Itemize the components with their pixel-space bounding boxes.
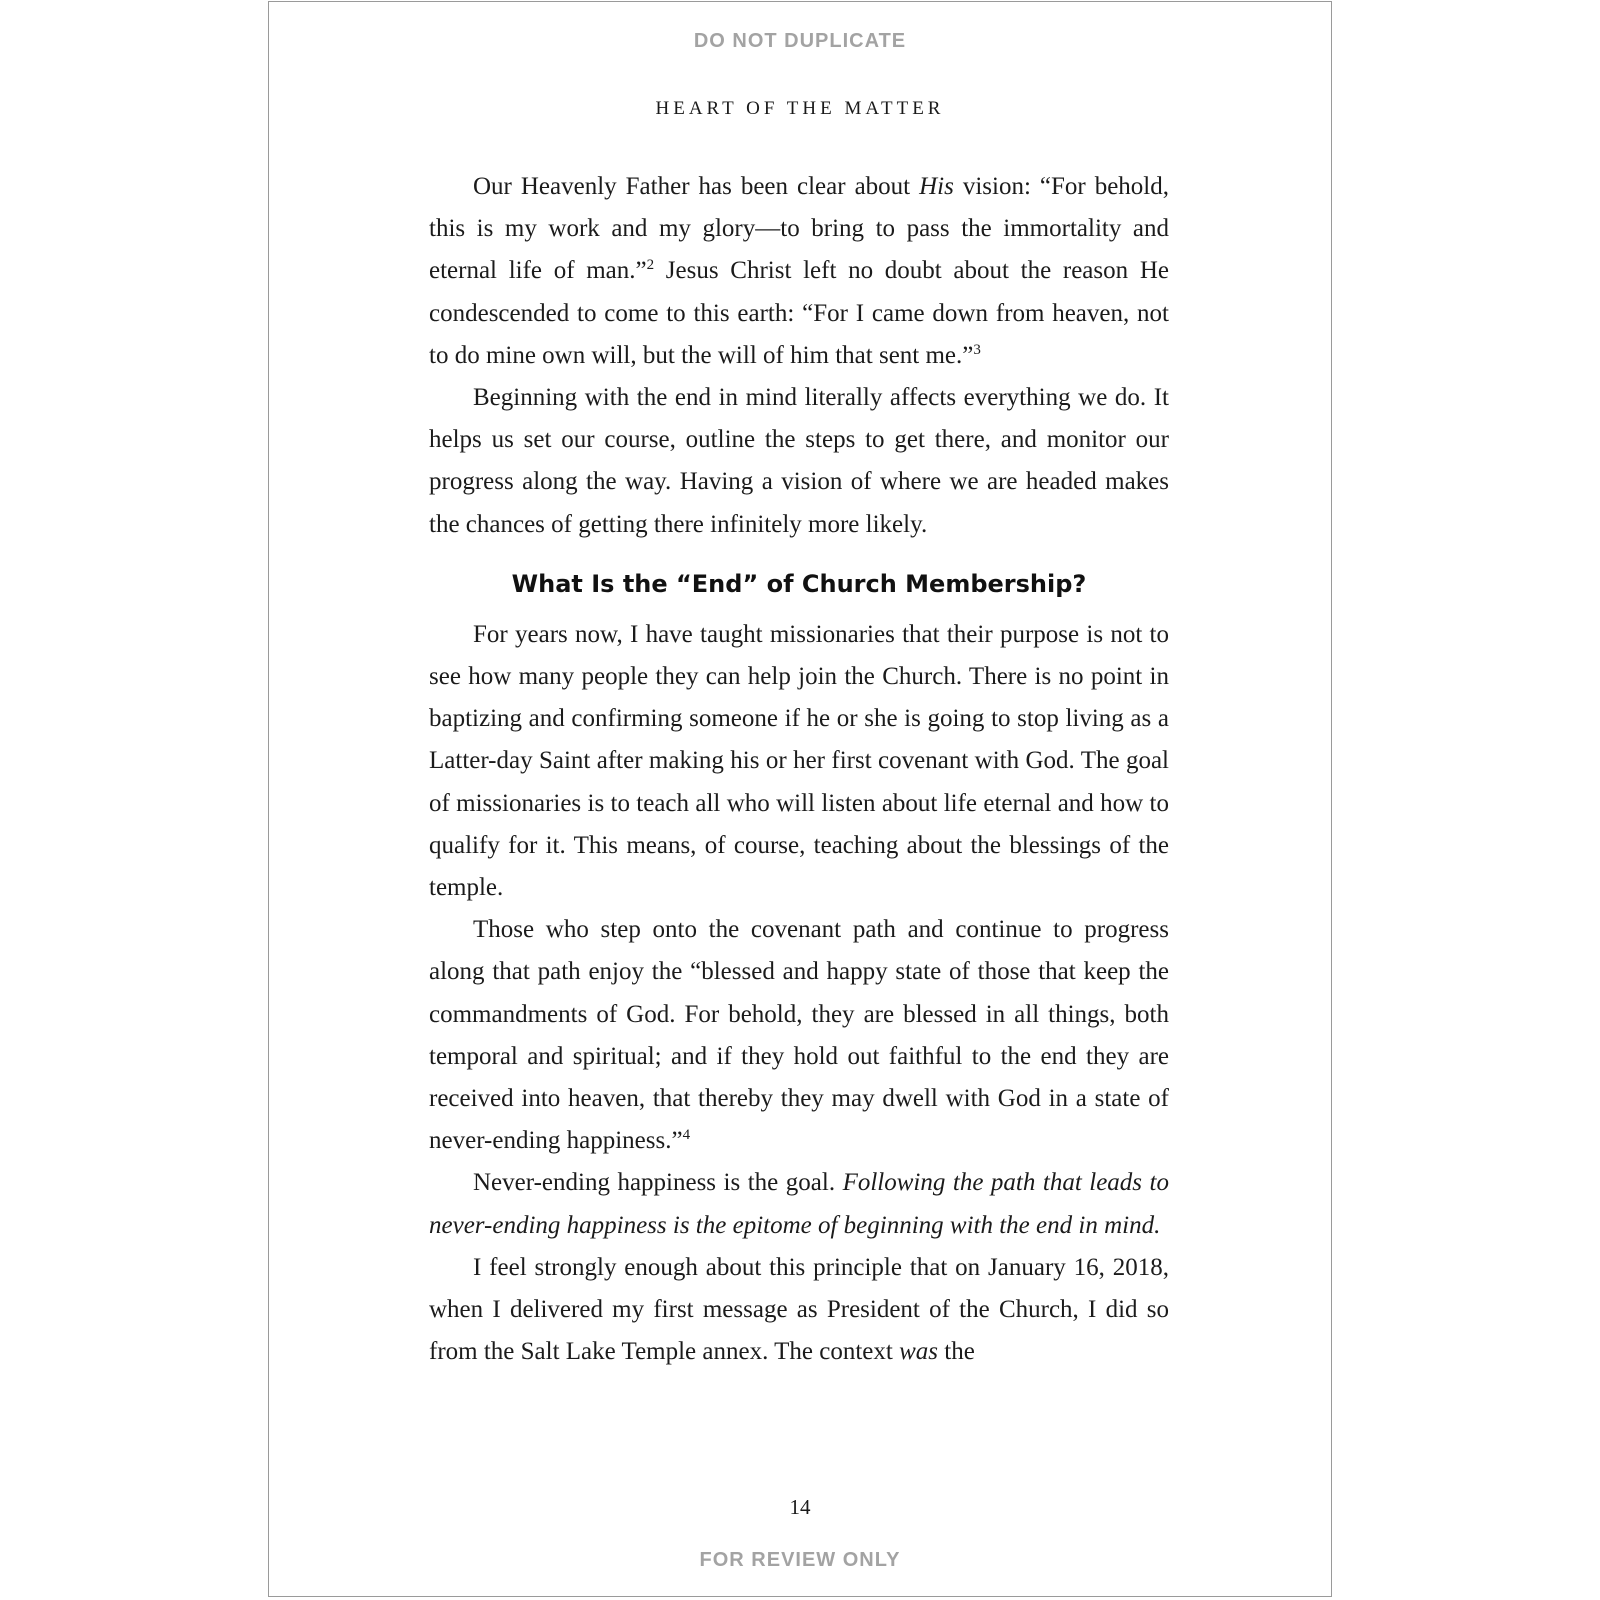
footnote-ref: 2 xyxy=(646,257,655,274)
paragraph: Never-ending happiness is the goal. Following the path that leads to never-ending happiness is the epitome of beginning with the end in mind. xyxy=(429,1169,1169,1239)
paragraph: Our Heavenly Father has been clear about His vision: “For behold, this is my work and my glory—to bring to pass the immortality and eternal life of man.”$^2$ Jesus Christ left no doubt about the reason He condescended to come to this earth: “For I came down from heaven, not to do mine own will, but the will of him that sent me.”$^3$ xyxy=(429,173,1170,369)
paragraph: Those who step onto the covenant path and continue to progress along that path enjoy the “blessed and happy state of those that keep the commandments of God. For behold, they are blessed in all things, both temporal and spiritual; and if they hold out faithful to the end they are received into heaven, that thereby they may dwell with God in a state of never-ending happiness.”$^4$ xyxy=(429,916,1169,1155)
footnote-ref: 4 xyxy=(682,1127,691,1144)
watermark-bottom: FOR REVIEW ONLY xyxy=(699,1549,901,1571)
paragraph: Beginning with the end in mind literally affects everything we do. It helps us set our course, outline the steps to get there, and monitor our progress along the way. Having a vision of where we are headed makes the chances of getting there infinitely more likely. xyxy=(429,384,1169,538)
body-text xyxy=(429,166,1169,1373)
watermark-top: DO NOT DUPLICATE xyxy=(693,30,907,52)
section-heading: What Is the “End” of Church Membership? xyxy=(511,569,1087,598)
running-head: HEART OF THE MATTER xyxy=(655,98,945,119)
paragraph: For years now, I have taught missionaries that their purpose is not to see how many people they can help join the Church. There is no point in baptizing and confirming someone if he or she is going to stop living as a Latter-day Saint after making his or her first covenant with God. The goal of missionaries is to teach all who will listen about life eternal and how to qualify for it. This means, of course, teaching about the blessings of the temple. xyxy=(429,620,1169,902)
page-number: 14 xyxy=(789,1495,811,1519)
paragraph: I feel strongly enough about this principle that on January 16, 2018, when I delivered my first message as President of the Church, I did so from the Salt Lake Temple annex. The context was the xyxy=(429,1253,1169,1366)
footnote-ref: 3 xyxy=(973,341,981,358)
book-page xyxy=(268,1,1332,1597)
